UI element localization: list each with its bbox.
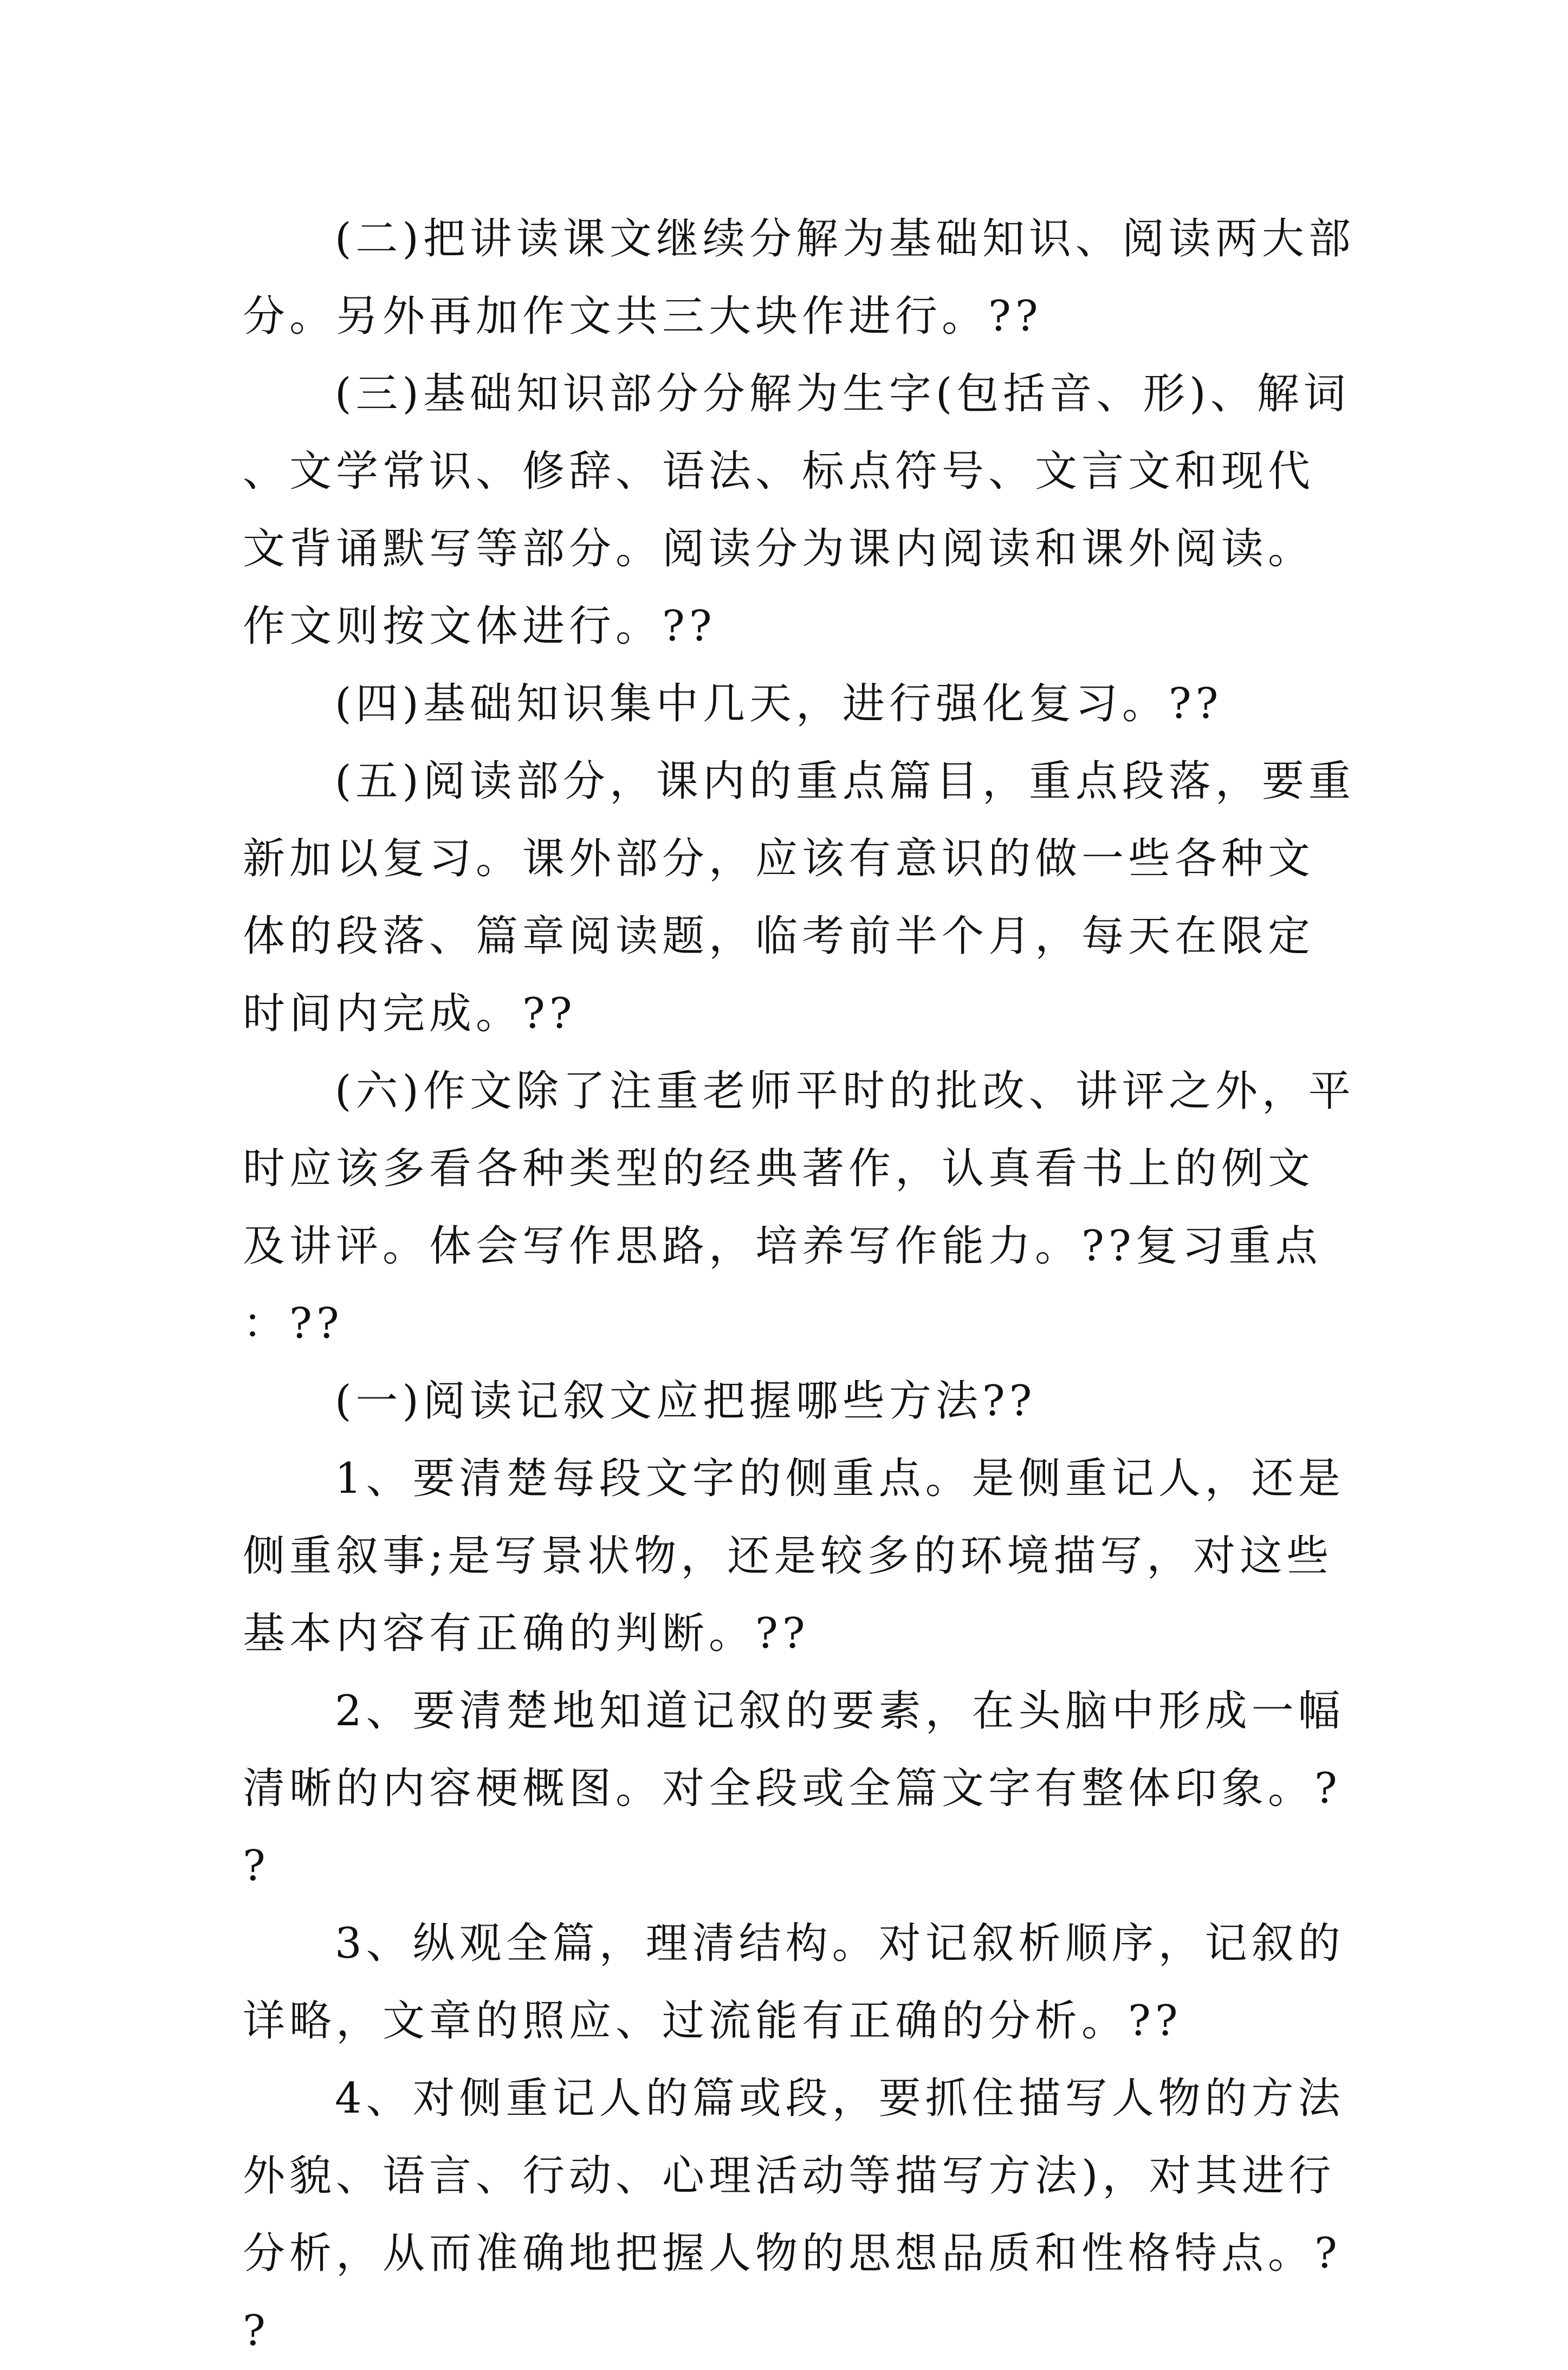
- paragraph: (四)基础知识集中几天，进行强化复习。??: [335, 679, 1223, 728]
- paragraph: 4、对侧重记人的篇或段，要抓住描写人物的方法外貌、语言、行动、心理活动等描写方法)，对其进行分析，从而准确地把握人物的思想品质和性格特点。??: [243, 2074, 1345, 2355]
- paragraph: (六)作文除了注重老师平时的批改、讲评之外，平时应该多看各种类型的经典著作，认真看书上的例文及讲评。体会写作思路，培养写作能力。??复习重点：??: [243, 1067, 1355, 1348]
- paragraph: (一)阅读记叙文应把握哪些方法??: [335, 1377, 1036, 1426]
- document-body: [243, 200, 1359, 2370]
- paragraph: (五)阅读部分，课内的重点篇目，重点段落，要重新加以复习。课外部分，应该有意识的做一些各种文体的段落、篇章阅读题，临考前半个月，每天在限定时间内完成。??: [243, 757, 1355, 1038]
- paragraph: (二)把讲读课文继续分解为基础知识、阅读两大部分。另外再加作文共三大块作进行。??: [243, 215, 1355, 341]
- paragraph: 3、纵观全篇，理清结构。对记叙析顺序，记叙的详略，文章的照应、过流能有正确的分析。??: [243, 1919, 1345, 2045]
- paragraph: 2、要清楚地知道记叙的要素，在头脑中形成一幅清晰的内容梗概图。对全段或全篇文字有整体印象。??: [243, 1687, 1345, 1890]
- paragraph: 1、要清楚每段文字的侧重点。是侧重记人，还是侧重叙事;是写景状物，还是较多的环境描写，对这些基本内容有正确的判断。??: [243, 1454, 1345, 1658]
- paragraph: (三)基础知识部分分解为生字(包括音、形)、解词、文学常识、修辞、语法、标点符号、文言文和现代文背诵默写等部分。阅读分为课内阅读和课外阅读。作文则按文体进行。??: [243, 370, 1350, 651]
